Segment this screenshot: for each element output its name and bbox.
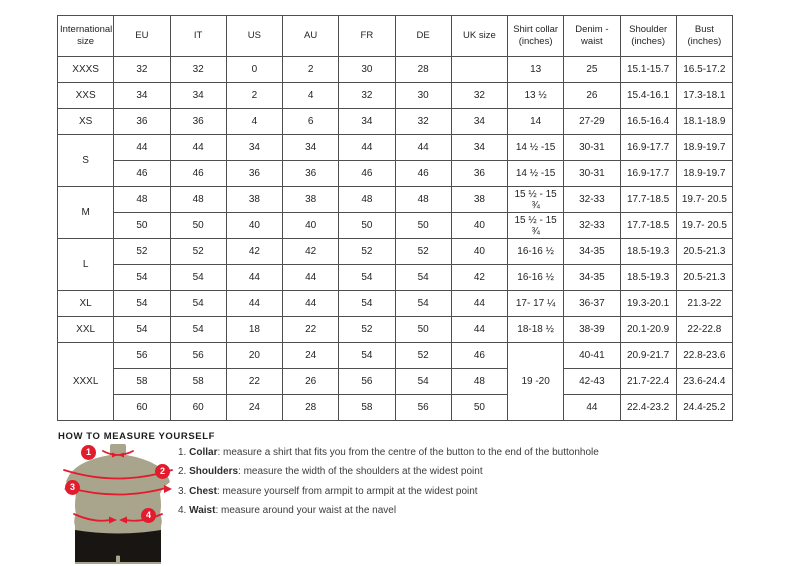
table-cell: 13 xyxy=(508,57,564,83)
table-cell: 54 xyxy=(395,369,451,395)
table-cell: XXXS xyxy=(58,57,114,83)
table-cell: 34 xyxy=(226,135,282,161)
table-cell: 52 xyxy=(339,317,395,343)
table-cell: 16-16 ½ xyxy=(508,239,564,265)
table-cell: 44 xyxy=(339,135,395,161)
table-cell: 2 xyxy=(226,83,282,109)
table-cell: 46 xyxy=(114,161,170,187)
header-cell: Shoulder (inches) xyxy=(620,16,676,57)
table-cell: L xyxy=(58,239,114,291)
table-cell: 48 xyxy=(170,187,226,213)
table-cell: 52 xyxy=(395,343,451,369)
table-cell: 2 xyxy=(283,57,339,83)
table-cell: 48 xyxy=(114,187,170,213)
table-cell: 34 xyxy=(283,135,339,161)
table-cell: 38 xyxy=(283,187,339,213)
table-cell: 34 xyxy=(451,135,507,161)
table-cell: 4 xyxy=(226,109,282,135)
measure-marker-2: 2 xyxy=(155,464,170,479)
table-cell: 36 xyxy=(114,109,170,135)
table-cell: XL xyxy=(58,291,114,317)
table-cell: 18.9-19.7 xyxy=(676,135,732,161)
table-cell: 40 xyxy=(451,239,507,265)
table-cell: 50 xyxy=(451,395,507,421)
table-cell: 38-39 xyxy=(564,317,620,343)
table-cell: 19 -20 xyxy=(508,343,564,421)
table-cell: 42 xyxy=(283,239,339,265)
header-cell: IT xyxy=(170,16,226,57)
table-cell: 58 xyxy=(339,395,395,421)
table-cell: 30-31 xyxy=(564,135,620,161)
table-cell: 20.5-21.3 xyxy=(676,265,732,291)
measure-marker-1: 1 xyxy=(81,445,96,460)
table-row xyxy=(58,395,733,421)
table-cell: 34 xyxy=(170,83,226,109)
table-cell: 32 xyxy=(170,57,226,83)
table-cell: 44 xyxy=(395,135,451,161)
table-cell: 22.8-23.6 xyxy=(676,343,732,369)
table-cell: 42 xyxy=(451,265,507,291)
table-cell: 38 xyxy=(226,187,282,213)
table-cell: 54 xyxy=(114,265,170,291)
measure-section-title: HOW TO MEASURE YOURSELF xyxy=(58,431,216,442)
table-cell: 38 xyxy=(451,187,507,213)
table-cell: 32 xyxy=(339,83,395,109)
header-cell: DE xyxy=(395,16,451,57)
header-cell: UK size xyxy=(451,16,507,57)
table-cell: 30-31 xyxy=(564,161,620,187)
table-cell: 52 xyxy=(114,239,170,265)
size-table-header xyxy=(58,16,733,57)
table-cell: 56 xyxy=(114,343,170,369)
table-cell: 32 xyxy=(114,57,170,83)
table-cell: 24.4-25.2 xyxy=(676,395,732,421)
table-cell: 50 xyxy=(339,213,395,239)
table-cell: 44 xyxy=(226,291,282,317)
table-cell: 28 xyxy=(395,57,451,83)
table-cell: 44 xyxy=(451,291,507,317)
table-cell: 56 xyxy=(395,395,451,421)
header-cell: Bust (inches) xyxy=(676,16,732,57)
table-cell: 54 xyxy=(170,265,226,291)
table-cell: 32-33 xyxy=(564,187,620,213)
table-cell: 40 xyxy=(451,213,507,239)
table-cell: 26 xyxy=(564,83,620,109)
measure-marker-3: 3 xyxy=(65,480,80,495)
header-cell: Denim - waist xyxy=(564,16,620,57)
table-cell: 22-22.8 xyxy=(676,317,732,343)
table-cell: 15.4-16.1 xyxy=(620,83,676,109)
header-cell: US xyxy=(226,16,282,57)
mannequin-illustration xyxy=(58,444,178,566)
table-cell: 58 xyxy=(170,369,226,395)
table-cell: 52 xyxy=(339,239,395,265)
table-cell: 30 xyxy=(395,83,451,109)
table-row xyxy=(58,109,733,135)
table-cell: 54 xyxy=(339,343,395,369)
table-cell: 34-35 xyxy=(564,265,620,291)
table-cell: 40-41 xyxy=(564,343,620,369)
table-cell: 44 xyxy=(564,395,620,421)
table-cell: 58 xyxy=(114,369,170,395)
table-cell: 54 xyxy=(170,291,226,317)
table-cell: 15 ½ - 15 ¾ xyxy=(508,187,564,213)
table-cell: 18.1-18.9 xyxy=(676,109,732,135)
table-cell: 32 xyxy=(451,83,507,109)
table-cell: 30 xyxy=(339,57,395,83)
table-cell: 42 xyxy=(226,239,282,265)
table-cell: 18.5-19.3 xyxy=(620,265,676,291)
table-cell: 46 xyxy=(451,343,507,369)
table-cell: 17.7-18.5 xyxy=(620,187,676,213)
table-cell: 20.5-21.3 xyxy=(676,239,732,265)
table-cell: 54 xyxy=(395,265,451,291)
table-cell: 16-16 ½ xyxy=(508,265,564,291)
table-cell: 36 xyxy=(283,161,339,187)
table-row xyxy=(58,57,733,83)
table-cell: 40 xyxy=(283,213,339,239)
table-cell: 44 xyxy=(114,135,170,161)
table-cell: 14 ½ -15 xyxy=(508,135,564,161)
table-cell: 14 ½ -15 xyxy=(508,161,564,187)
table-cell: 19.7- 20.5 xyxy=(676,213,732,239)
table-cell: 46 xyxy=(170,161,226,187)
table-cell: 44 xyxy=(170,135,226,161)
table-cell: 50 xyxy=(114,213,170,239)
table-cell: 36 xyxy=(170,109,226,135)
table-cell: 34 xyxy=(114,83,170,109)
table-cell: 42-43 xyxy=(564,369,620,395)
measure-instructions xyxy=(178,443,599,520)
table-cell: 18.9-19.7 xyxy=(676,161,732,187)
table-cell: 50 xyxy=(395,317,451,343)
table-cell: 48 xyxy=(395,187,451,213)
table-cell: 34 xyxy=(451,109,507,135)
mannequin-figure xyxy=(58,444,178,566)
table-cell: XXL xyxy=(58,317,114,343)
table-cell: M xyxy=(58,187,114,239)
table-cell: 19.3-20.1 xyxy=(620,291,676,317)
table-cell: 20 xyxy=(226,343,282,369)
table-cell: 27-29 xyxy=(564,109,620,135)
size-table xyxy=(57,15,733,421)
table-cell: 54 xyxy=(339,265,395,291)
table-cell: 36 xyxy=(226,161,282,187)
table-cell: 56 xyxy=(339,369,395,395)
table-cell: 22.4-23.2 xyxy=(620,395,676,421)
measure-instruction: 4. Waist: measure around your waist at the navel xyxy=(178,504,397,516)
table-cell: 6 xyxy=(283,109,339,135)
table-cell: XXS xyxy=(58,83,114,109)
table-cell: 44 xyxy=(451,317,507,343)
measure-instruction: 1. Collar: measure a shirt that fits you from the centre of the button to the end of the buttonhole xyxy=(178,447,599,458)
table-cell: 44 xyxy=(226,265,282,291)
table-cell: 20.9-21.7 xyxy=(620,343,676,369)
header-cell: FR xyxy=(339,16,395,57)
table-cell: 4 xyxy=(283,83,339,109)
table-cell: 60 xyxy=(170,395,226,421)
table-cell: 34-35 xyxy=(564,239,620,265)
table-cell: 32 xyxy=(395,109,451,135)
table-cell: 54 xyxy=(339,291,395,317)
table-cell: 16.5-16.4 xyxy=(620,109,676,135)
table-cell: 15 ½ - 15 ¾ xyxy=(508,213,564,239)
header-cell: Shirt collar (inches) xyxy=(508,16,564,57)
table-cell: 54 xyxy=(114,291,170,317)
table-cell: 50 xyxy=(395,213,451,239)
table-row xyxy=(58,213,733,239)
table-cell: 21.7-22.4 xyxy=(620,369,676,395)
table-cell: 18 xyxy=(226,317,282,343)
table-cell: 24 xyxy=(283,343,339,369)
table-row xyxy=(58,187,733,213)
table-row xyxy=(58,343,733,369)
table-cell xyxy=(451,57,507,83)
table-row xyxy=(58,161,733,187)
table-cell: 13 ½ xyxy=(508,83,564,109)
table-cell: XS xyxy=(58,109,114,135)
table-cell: 50 xyxy=(170,213,226,239)
table-cell: 54 xyxy=(170,317,226,343)
table-cell: 16.5-17.2 xyxy=(676,57,732,83)
size-table-body xyxy=(58,57,733,421)
table-cell: 40 xyxy=(226,213,282,239)
table-cell: 52 xyxy=(395,239,451,265)
table-cell: 24 xyxy=(226,395,282,421)
table-cell: 0 xyxy=(226,57,282,83)
table-cell: 44 xyxy=(283,291,339,317)
table-cell: 36-37 xyxy=(564,291,620,317)
table-cell: 32-33 xyxy=(564,213,620,239)
table-cell: 46 xyxy=(395,161,451,187)
table-cell: 48 xyxy=(339,187,395,213)
table-row xyxy=(58,83,733,109)
measure-instruction: 3. Chest: measure yourself from armpit to armpit at the widest point xyxy=(178,485,478,497)
header-cell: EU xyxy=(114,16,170,57)
table-cell: 17- 17 ¼ xyxy=(508,291,564,317)
table-cell: 15.1-15.7 xyxy=(620,57,676,83)
table-cell: 48 xyxy=(451,369,507,395)
table-cell: 44 xyxy=(283,265,339,291)
table-row xyxy=(58,135,733,161)
table-cell: 25 xyxy=(564,57,620,83)
table-cell: S xyxy=(58,135,114,187)
table-row xyxy=(58,265,733,291)
table-cell: 22 xyxy=(226,369,282,395)
table-cell: 19.7- 20.5 xyxy=(676,187,732,213)
table-cell: 54 xyxy=(395,291,451,317)
table-cell: 46 xyxy=(339,161,395,187)
table-cell: 16.9-17.7 xyxy=(620,135,676,161)
table-cell: 14 xyxy=(508,109,564,135)
table-cell: 18-18 ½ xyxy=(508,317,564,343)
table-cell: XXXL xyxy=(58,343,114,421)
table-cell: 26 xyxy=(283,369,339,395)
measure-instruction: 2. Shoulders: measure the width of the shoulders at the widest point xyxy=(178,466,483,478)
table-row xyxy=(58,317,733,343)
table-cell: 28 xyxy=(283,395,339,421)
table-cell: 16.9-17.7 xyxy=(620,161,676,187)
table-cell: 36 xyxy=(451,161,507,187)
table-cell: 52 xyxy=(170,239,226,265)
table-cell: 54 xyxy=(114,317,170,343)
table-cell: 22 xyxy=(283,317,339,343)
table-row xyxy=(58,369,733,395)
table-cell: 21.3-22 xyxy=(676,291,732,317)
table-cell: 18.5-19.3 xyxy=(620,239,676,265)
chest-arrow-right xyxy=(164,485,172,493)
table-cell: 17.3-18.1 xyxy=(676,83,732,109)
table-cell: 60 xyxy=(114,395,170,421)
table-cell: 56 xyxy=(170,343,226,369)
table-cell: 17.7-18.5 xyxy=(620,213,676,239)
header-cell: International size xyxy=(58,16,114,57)
header-cell: AU xyxy=(283,16,339,57)
table-cell: 34 xyxy=(339,109,395,135)
table-cell: 23.6-24.4 xyxy=(676,369,732,395)
table-row xyxy=(58,239,733,265)
header-row xyxy=(58,16,733,57)
measure-marker-4: 4 xyxy=(141,508,156,523)
table-cell: 20.1-20.9 xyxy=(620,317,676,343)
table-row xyxy=(58,291,733,317)
